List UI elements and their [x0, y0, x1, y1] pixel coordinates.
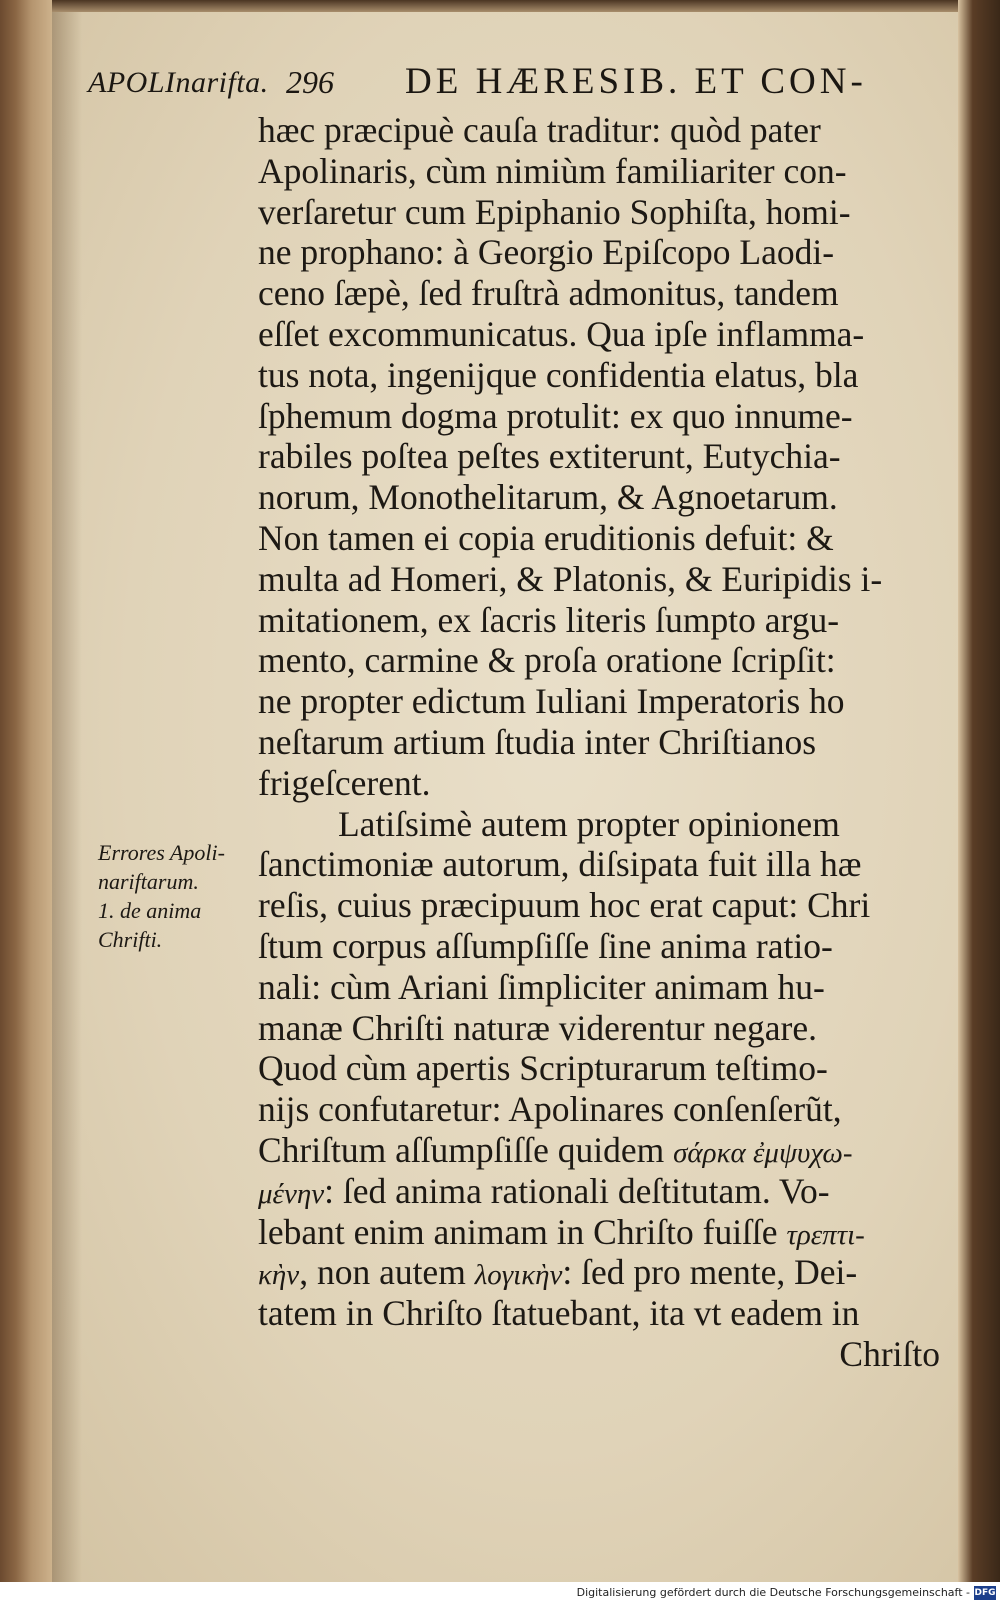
- text-line: hæc præcipuè cauſa traditur: quòd pater: [258, 110, 821, 150]
- text-line-with-greek: [258, 1171, 948, 1212]
- paragraph-start-line: Latiſsimè autem propter opinionem: [338, 803, 840, 844]
- greek-text: κὴν: [258, 1259, 300, 1292]
- greek-text: σάρκα ἐμψυχω-: [673, 1136, 853, 1169]
- latin-text: lebant enim animam in Chriſto fuiſſe: [258, 1211, 787, 1252]
- running-head: APOLInarifta.: [88, 66, 269, 99]
- text-line: verſaretur cum Epiphanio Sophiſta, homi-: [258, 191, 851, 232]
- page-number: 296: [286, 64, 334, 100]
- text-line: Non tamen ei copia eruditionis defuit: &: [258, 517, 834, 558]
- book-binding-edge-left: [0, 0, 52, 1582]
- latin-text: , non autem: [299, 1252, 475, 1293]
- text-line: Quod cùm apertis Scripturarum teſtimo-: [258, 1048, 828, 1089]
- text-line: eſſet excommunicatus. Qua ipſe inflamma-: [258, 313, 865, 354]
- marginal-note: [98, 838, 263, 954]
- marginal-note-line: Chrifti.: [98, 927, 163, 952]
- text-line: ceno ſæpè, ſed fruſtrà admonitus, tandem: [258, 273, 839, 314]
- text-line: neſtarum artium ſtudia inter Chriſtianos: [258, 721, 817, 762]
- text-line: ſanctimoniæ autorum, diſsipata fuit illa hæ: [258, 844, 862, 885]
- text-line: manæ Chriſti naturæ viderentur negare.: [258, 1007, 817, 1048]
- marginal-note-line: nariftarum.: [98, 869, 199, 894]
- book-edge-right: [958, 0, 1000, 1582]
- text-line: ſtum corpus aſſumpſiſſe ſine anima ratio-: [258, 925, 833, 966]
- footer-credit-text: Digitalisierung gefördert durch die Deutsche Forschungsgemeinschaft -: [576, 1586, 970, 1599]
- text-line: reſis, cuius præcipuum hoc erat caput: Chri: [258, 885, 871, 926]
- text-line: nali: cùm Ariani ſimpliciter animam hu-: [258, 966, 825, 1007]
- page-header: [0, 60, 1000, 110]
- text-line-with-greek: [258, 1212, 948, 1253]
- digitization-footer: [0, 1582, 1000, 1605]
- latin-text: Chriſtum aſſumpſiſſe quidem: [258, 1129, 674, 1170]
- greek-text: τρεπτι-: [786, 1218, 865, 1251]
- text-line-with-greek: [258, 1252, 948, 1293]
- text-line: mitationem, ex ſacris literis ſumpto argu-: [258, 599, 840, 640]
- text-line: norum, Monothelitarum, & Agnoetarum.: [258, 477, 838, 518]
- text-line: tatem in Chriſto ſtatuebant, ita vt eadem in: [258, 1293, 860, 1334]
- text-line: mento, carmine & proſa oratione ſcripſit:: [258, 640, 836, 681]
- text-line: rabiles poſtea peſtes extiterunt, Eutychia-: [258, 436, 841, 477]
- gutter-shadow: [52, 12, 82, 1582]
- latin-text: : ſed anima rationali deſtitutam. Vo-: [324, 1170, 830, 1211]
- text-line: multa ad Homeri, & Platonis, & Euripidis i-: [258, 558, 883, 599]
- dfg-logo: DFG: [974, 1588, 996, 1598]
- text-line: tus nota, ingenijque confidentia elatus, bla: [258, 354, 859, 395]
- catchword: Chriſto: [839, 1333, 940, 1374]
- text-line: frigeſcerent.: [258, 762, 431, 803]
- text-line: nijs confutaretur: Apolinares conſenſerũt,: [258, 1089, 842, 1130]
- header-title: DE HÆRESIB. ET CON-: [405, 61, 867, 102]
- text-line: ne prophano: à Georgio Epiſcopo Laodi-: [258, 232, 835, 273]
- text-line: Apolinaris, cùm nimiùm familiariter con-: [258, 150, 847, 191]
- body-text: [258, 110, 948, 1375]
- text-line: ſphemum dogma protulit: ex quo innume-: [258, 395, 853, 436]
- marginal-note-line: 1. de anima: [98, 898, 202, 923]
- greek-text: λογικὴν: [474, 1259, 563, 1292]
- text-line: ne propter edictum Iuliani Imperatoris ho: [258, 681, 845, 722]
- latin-text: : ſed pro mente, Dei-: [562, 1252, 858, 1293]
- text-line-with-greek: [258, 1130, 948, 1171]
- marginal-note-line: Errores Apoli-: [98, 840, 225, 865]
- greek-text: μένην: [258, 1177, 325, 1210]
